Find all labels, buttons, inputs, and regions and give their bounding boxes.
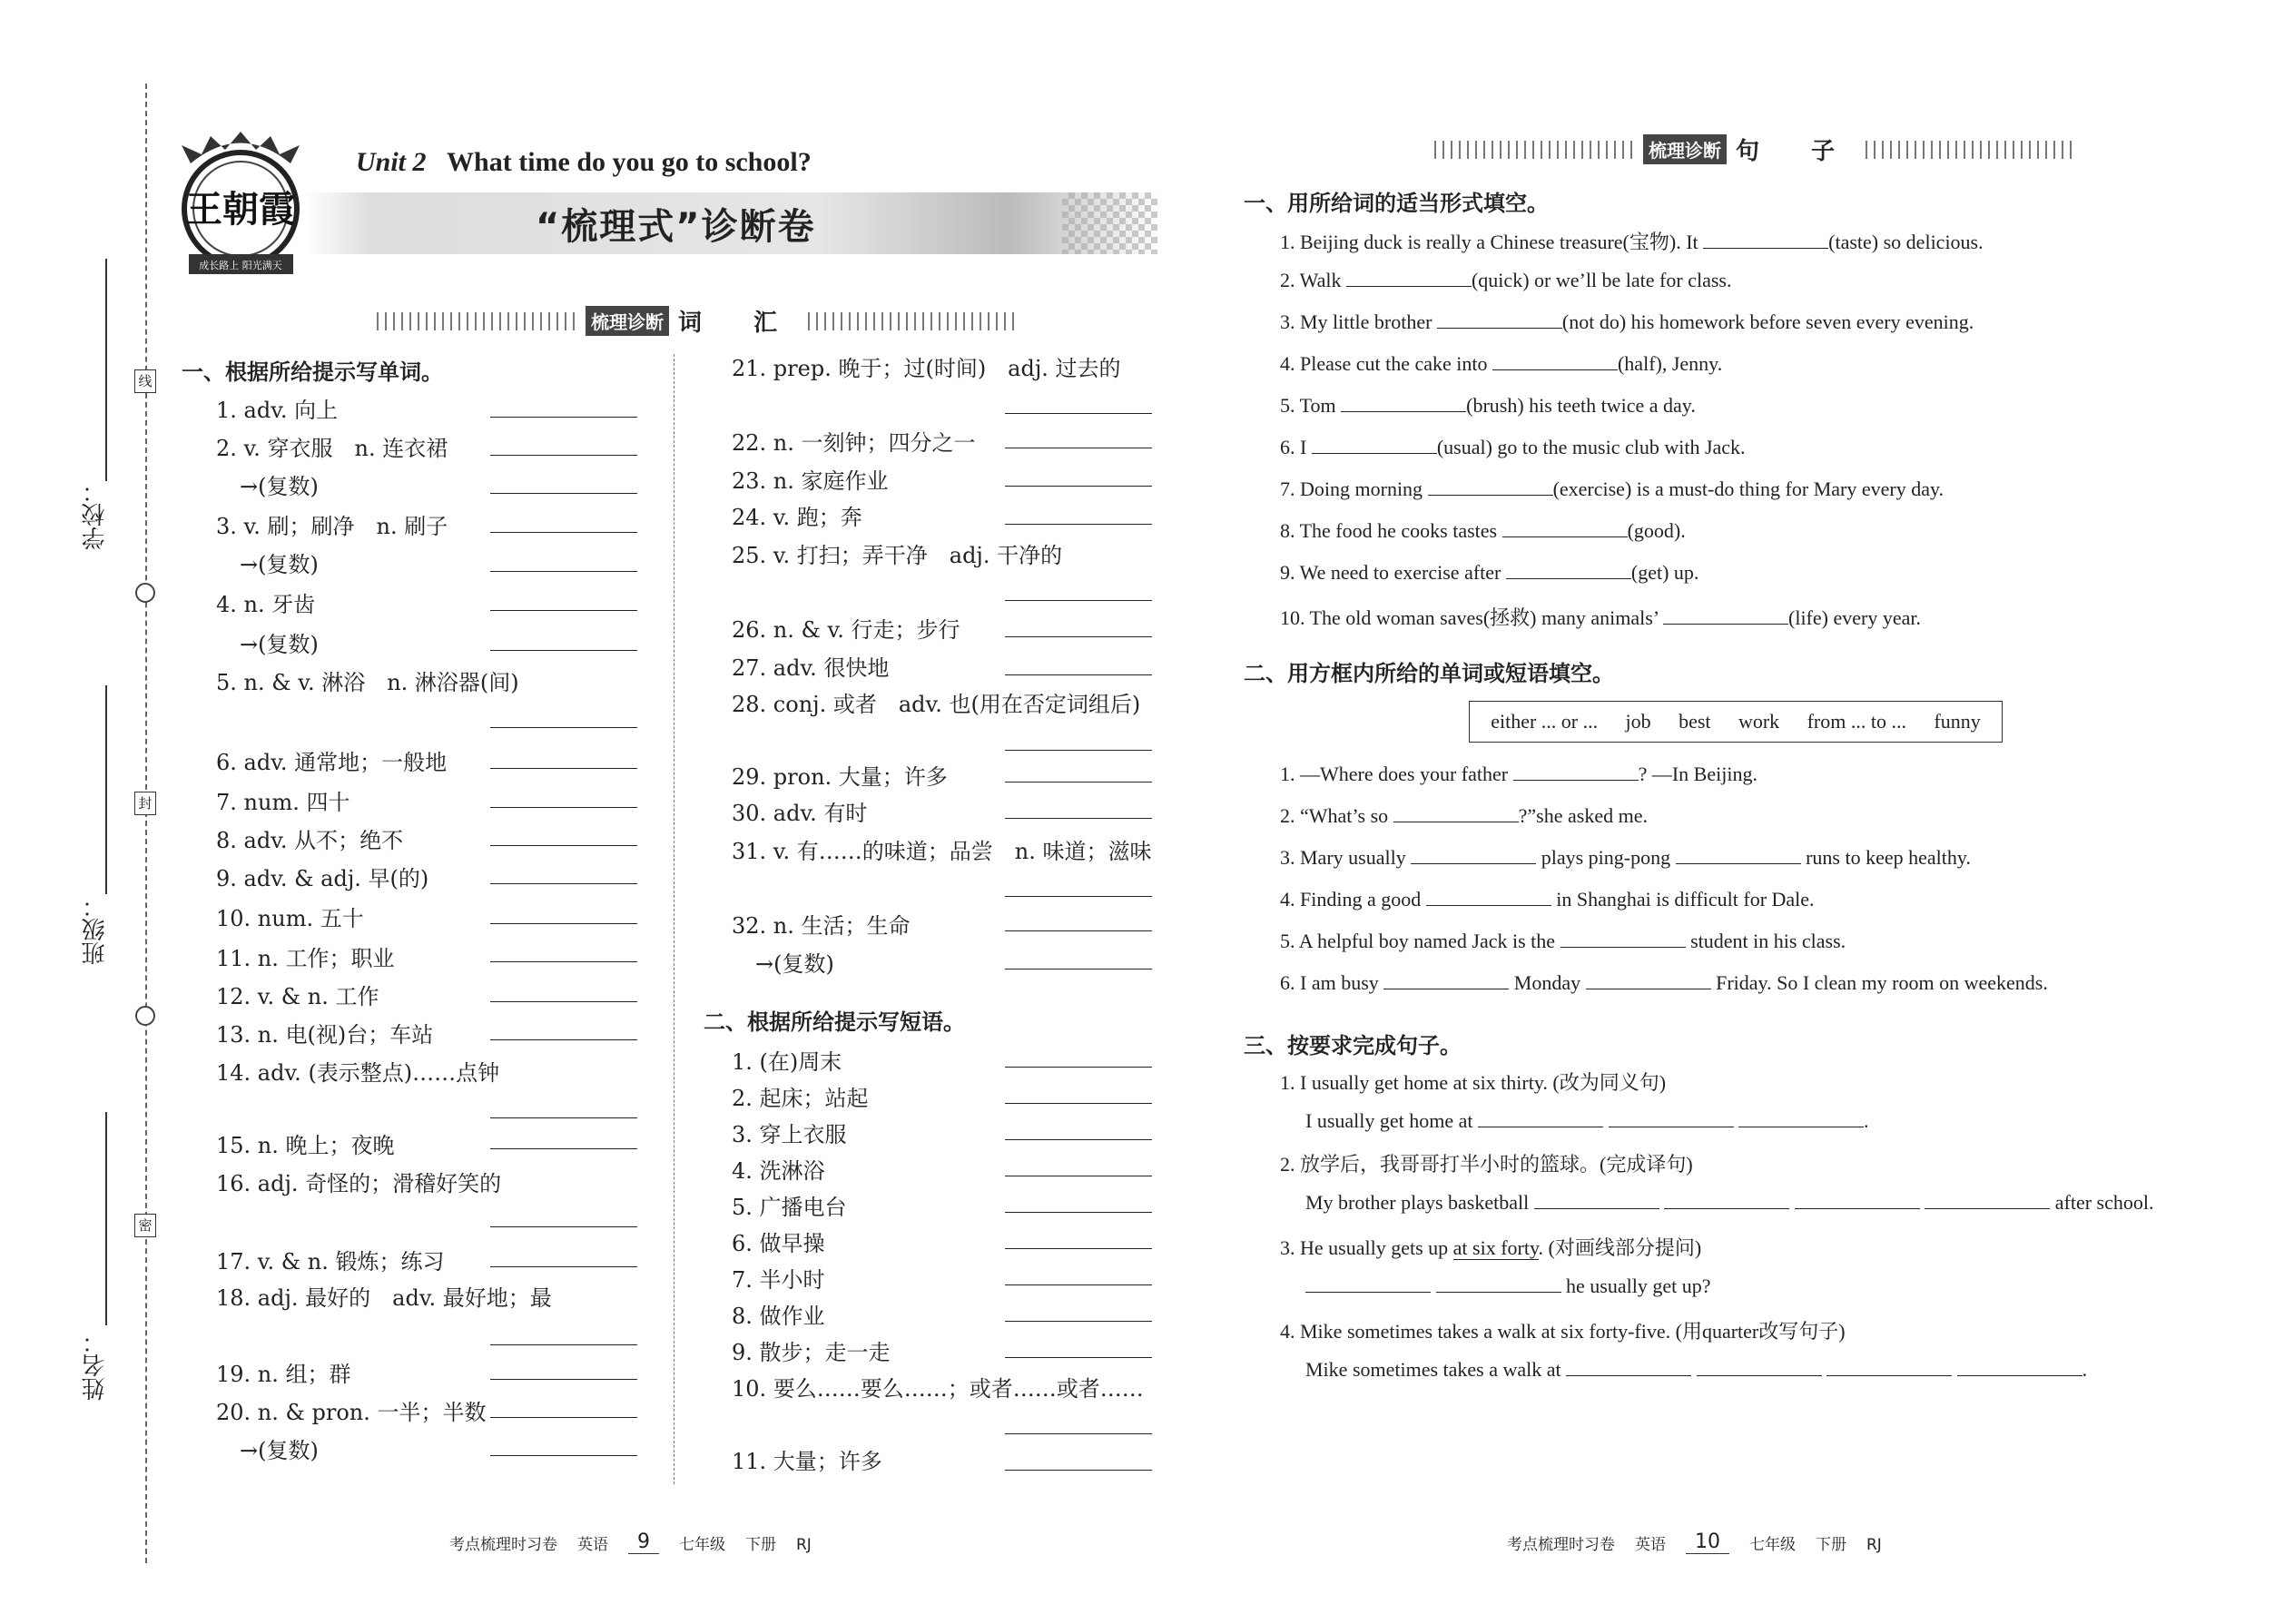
sentence-text: ?”she asked me. xyxy=(1518,804,1648,827)
phrase-prompt: 10. 要么……要么……；或者……或者…… xyxy=(732,1376,1144,1402)
answer-blank[interactable] xyxy=(1005,1211,1152,1213)
phrase-prompt: 11. 大量；许多 xyxy=(732,1449,882,1474)
answer-blank[interactable] xyxy=(1005,447,1152,448)
vocab-prompt: 17. v. & n. 锻炼；练习 xyxy=(216,1249,445,1275)
sentence-text: plays ping-pong xyxy=(1536,846,1676,869)
binding-char-feng: 封 xyxy=(134,792,156,815)
answer-blank[interactable] xyxy=(1005,1284,1152,1285)
sentence-text: 6. I xyxy=(1280,436,1312,458)
s3-a1-text: I usually get home at xyxy=(1305,1109,1473,1132)
section-title: 词 汇 xyxy=(678,310,800,337)
sentence-text: runs to keep healthy. xyxy=(1800,846,1971,869)
answer-blank[interactable] xyxy=(1664,1191,1789,1209)
sentence-text: Friday. So I clean my room on weekends. xyxy=(1710,971,2048,994)
answer-blank[interactable] xyxy=(1383,971,1509,989)
s3-q4: 4. Mike sometimes takes a walk at six forty-five. (用quarter改写句子) xyxy=(1280,1320,1846,1343)
vocab-prompt: →(复数) xyxy=(240,552,319,577)
binding-hole xyxy=(135,1006,155,1026)
answer-blank[interactable] xyxy=(1005,523,1152,525)
answer-blank[interactable] xyxy=(1005,412,1152,414)
footer-grade: 七年级 xyxy=(679,1536,725,1554)
phrase-prompt: 8. 做作业 xyxy=(732,1304,825,1329)
s2-title: 二、用方框内所给的单词或短语填空。 xyxy=(1244,661,1614,686)
vocab-prompt: 31. v. 有……的味道；品尝 n. 味道；滋味 xyxy=(732,839,1152,864)
s3-a2 xyxy=(1305,1191,2153,1215)
answer-blank[interactable] xyxy=(490,1454,637,1456)
sentence-text: student in his class. xyxy=(1685,930,1846,952)
vocab-prompt: →(复数) xyxy=(240,1438,319,1463)
sentence-text: 4. Finding a good xyxy=(1280,888,1426,910)
footer-volume: 下册 xyxy=(745,1536,776,1554)
vocab-prompt: →(复数) xyxy=(755,951,834,977)
answer-blank[interactable] xyxy=(1411,846,1536,864)
vocab-prompt: 24. v. 跑；奔 xyxy=(732,505,862,530)
answer-blank[interactable] xyxy=(1005,749,1152,751)
vocab-prompt: →(复数) xyxy=(240,474,319,499)
sentence-text: 10. The old woman saves(拯救) many animals’ xyxy=(1280,606,1663,629)
sentence-text: ? —In Beijing. xyxy=(1638,763,1757,785)
sentence-text: (taste) so delicious. xyxy=(1828,231,1984,253)
word-option: either ... or ... xyxy=(1491,710,1599,733)
logo-text: 王朝霞 xyxy=(186,188,295,231)
answer-blank[interactable] xyxy=(490,1225,637,1227)
name-label: 姓名： xyxy=(82,1330,109,1401)
answer-blank[interactable] xyxy=(490,767,637,769)
vocab-prompt: 12. v. & n. 工作 xyxy=(216,984,379,1009)
s1-title: 一、用所给词的适当形式填空。 xyxy=(1244,191,1549,216)
answer-blank[interactable] xyxy=(1697,1358,1822,1376)
class-field-line[interactable] xyxy=(105,685,107,894)
answer-blank[interactable] xyxy=(1676,846,1801,864)
answer-blank[interactable] xyxy=(1005,1247,1152,1249)
answer-blank[interactable] xyxy=(1795,1191,1920,1209)
fill-sentence xyxy=(1280,763,1757,786)
vocab-prompt: 32. n. 生活；生命 xyxy=(732,913,911,939)
s3-a3 xyxy=(1305,1275,1710,1298)
banner-checker-pattern xyxy=(1062,192,1157,254)
binding-dashed-line xyxy=(145,84,147,1563)
word-option: work xyxy=(1738,710,1780,733)
vocab-prompt: 23. n. 家庭作业 xyxy=(732,468,889,494)
fill-sentence xyxy=(1280,971,2048,995)
vocab-prompt: 27. adv. 很快地 xyxy=(732,655,890,681)
vocab-prompt: 9. adv. & adj. 早(的) xyxy=(216,866,429,891)
fill-sentence xyxy=(1280,888,1815,911)
class-label: 班级： xyxy=(82,894,109,965)
answer-blank[interactable] xyxy=(1005,817,1152,819)
fill-sentence xyxy=(1280,310,1974,334)
answer-blank[interactable] xyxy=(1428,477,1553,496)
fill-sentence xyxy=(1280,436,1746,459)
vocab-prompt: 7. num. 四十 xyxy=(216,790,350,815)
answer-blank[interactable] xyxy=(1502,519,1628,537)
answer-blank[interactable] xyxy=(1436,1275,1561,1293)
answer-blank[interactable] xyxy=(1703,231,1828,249)
answer-blank[interactable] xyxy=(1312,436,1437,454)
answer-blank[interactable] xyxy=(1826,1358,1952,1376)
vocab-prompt: 18. adj. 最好的 adv. 最好地；最 xyxy=(216,1285,552,1311)
s3-q2: 2. 放学后，我哥哥打半小时的篮球。(完成译句) xyxy=(1280,1153,1693,1176)
answer-blank[interactable] xyxy=(1534,1191,1659,1209)
part2-title: 二、根据所给提示写短语。 xyxy=(704,1009,965,1035)
answer-blank[interactable] xyxy=(490,1117,637,1118)
answer-blank[interactable] xyxy=(490,531,637,533)
s3-a1: I usually get home at . xyxy=(1305,1109,1869,1132)
vocab-prompt: 20. n. & pron. 一半；半数 xyxy=(216,1400,487,1425)
answer-blank[interactable] xyxy=(1005,1138,1152,1140)
vocab-prompt: 6. adv. 通常地；一般地 xyxy=(216,750,448,775)
answer-blank[interactable] xyxy=(490,1265,637,1267)
answer-blank[interactable] xyxy=(1393,804,1519,822)
s3-a2-text: My brother plays basketball xyxy=(1305,1191,1530,1214)
answer-blank[interactable] xyxy=(1005,1356,1152,1358)
footer-left xyxy=(449,1530,812,1554)
fill-sentence xyxy=(1280,269,1731,292)
sentence-text: 8. The food he cooks tastes xyxy=(1280,519,1502,542)
vocab-prompt: 26. n. & v. 行走；步行 xyxy=(732,617,960,643)
vocab-prompt: 8. adv. 从不；绝不 xyxy=(216,828,404,853)
answer-blank[interactable] xyxy=(490,492,637,494)
phrase-prompt: 2. 起床；站起 xyxy=(732,1086,869,1111)
sentence-text: Monday xyxy=(1509,971,1586,994)
footer-edition: RJ xyxy=(796,1536,812,1554)
section-tag: 梳理诊断 xyxy=(1643,134,1727,164)
section-tag: 梳理诊断 xyxy=(586,306,669,336)
fill-sentence xyxy=(1280,394,1696,418)
sentence-text: 3. My little brother xyxy=(1280,310,1437,333)
answer-blank[interactable] xyxy=(1566,1358,1691,1376)
part1-title: 一、根据所给提示写单词。 xyxy=(182,359,443,385)
school-label: 学校： xyxy=(82,479,109,550)
answer-blank[interactable] xyxy=(1005,599,1152,601)
sentence-text: (not do) his homework before seven every evening. xyxy=(1561,310,1974,333)
sentence-text: 3. Mary usually xyxy=(1280,846,1412,869)
word-option: from ... to ... xyxy=(1807,710,1906,733)
vocab-prompt: 14. adv. (表示整点)……点钟 xyxy=(216,1060,500,1086)
page-number: 10 xyxy=(1686,1530,1729,1554)
answer-blank[interactable] xyxy=(1957,1358,2082,1376)
sentence-text: (quick) or we’ll be late for class. xyxy=(1471,269,1732,291)
vocab-prompt: 3. v. 刷；刷净 n. 刷子 xyxy=(216,514,448,539)
hatch-decoration xyxy=(808,312,1017,330)
vocab-prompt: 10. num. 五十 xyxy=(216,906,364,931)
vocab-prompt: 1. adv. 向上 xyxy=(216,398,339,423)
footer-right xyxy=(1507,1530,1882,1554)
sentence-text: (brush) his teeth twice a day. xyxy=(1466,394,1696,417)
fill-sentence xyxy=(1280,603,1921,631)
vocab-prompt: 21. prep. 晚于；过(时间) adj. 过去的 xyxy=(732,356,1121,381)
answer-blank[interactable] xyxy=(1561,930,1686,948)
answer-blank[interactable] xyxy=(1663,606,1788,625)
hatch-decoration xyxy=(377,312,576,330)
answer-blank[interactable] xyxy=(1478,1109,1603,1127)
footer-subject: 英语 xyxy=(1635,1536,1666,1554)
fill-sentence xyxy=(1280,930,1846,953)
sentence-text: 5. A helpful boy named Jack is the xyxy=(1280,930,1561,952)
answer-blank[interactable] xyxy=(490,1378,637,1380)
fill-sentence xyxy=(1280,561,1698,585)
name-field-line[interactable] xyxy=(105,1112,107,1325)
answer-blank[interactable] xyxy=(1586,971,1711,989)
page-number: 9 xyxy=(628,1530,659,1554)
footer-volume: 下册 xyxy=(1816,1536,1846,1554)
sentence-text: in Shanghai is difficult for Dale. xyxy=(1551,888,1815,910)
banner-title: “梳理式”诊断卷 xyxy=(536,206,816,248)
answer-blank[interactable] xyxy=(1005,1175,1152,1176)
s3-title: 三、按要求完成句子。 xyxy=(1244,1033,1462,1058)
answer-blank[interactable] xyxy=(1341,394,1466,412)
footer-grade: 七年级 xyxy=(1749,1536,1796,1554)
answer-blank[interactable] xyxy=(1346,269,1472,287)
phrase-prompt: 1. (在)周末 xyxy=(732,1049,842,1075)
s3-a4: Mike sometimes takes a walk at . xyxy=(1305,1358,2088,1381)
answer-blank[interactable] xyxy=(490,649,637,651)
answer-blank[interactable] xyxy=(1492,352,1618,370)
s3-q3: 3. He usually gets up at six forty. (对画线部分提问) xyxy=(1280,1236,1702,1259)
fill-sentence xyxy=(1280,846,1971,870)
sentence-section-header xyxy=(1434,133,2074,166)
section-title: 句 子 xyxy=(1736,138,1857,165)
answer-blank[interactable] xyxy=(1005,968,1152,969)
sentence-text: (usual) go to the music club with Jack. xyxy=(1436,436,1746,458)
vocab-prompt: 19. n. 组；群 xyxy=(216,1362,351,1387)
school-field-line[interactable] xyxy=(105,259,107,481)
vocab-prompt: 5. n. & v. 淋浴 n. 淋浴器(间) xyxy=(216,670,519,695)
answer-blank[interactable] xyxy=(490,570,637,572)
answer-blank[interactable] xyxy=(1506,561,1631,579)
unit-number: Unit 2 xyxy=(356,147,427,177)
sentence-text: 9. We need to exercise after xyxy=(1280,561,1506,584)
vocab-prompt: 13. n. 电(视)台；车站 xyxy=(216,1022,434,1048)
word-box xyxy=(1469,701,2003,743)
answer-blank[interactable] xyxy=(490,922,637,924)
sentence-text: (exercise) is a must-do thing for Mary every day. xyxy=(1552,477,1944,500)
vocab-prompt: →(复数) xyxy=(240,632,319,657)
answer-blank[interactable] xyxy=(1005,1469,1152,1471)
vocab-prompt: 4. n. 牙齿 xyxy=(216,592,316,617)
sentence-text: (life) every year. xyxy=(1788,606,1921,629)
brand-logo xyxy=(163,127,318,281)
logo-ribbon: 成长路上 阳光满天 xyxy=(199,260,282,271)
answer-blank[interactable] xyxy=(1005,1432,1152,1434)
sentence-text: 1. —Where does your father xyxy=(1280,763,1513,785)
answer-blank[interactable] xyxy=(490,806,637,808)
hatch-decoration xyxy=(1866,141,2074,159)
binding-char-mi: 密 xyxy=(134,1214,156,1237)
vocab-prompt: 16. adj. 奇怪的；滑稽好笑的 xyxy=(216,1171,502,1196)
answer-blank[interactable] xyxy=(490,1038,637,1040)
answer-blank[interactable] xyxy=(1005,895,1152,897)
answer-blank[interactable] xyxy=(1005,485,1152,487)
vocab-section-header xyxy=(377,304,1017,338)
answer-blank[interactable] xyxy=(1513,763,1639,781)
answer-blank[interactable] xyxy=(1005,1066,1152,1068)
answer-blank[interactable] xyxy=(490,844,637,846)
sentence-text: 2. “What’s so xyxy=(1280,804,1393,827)
answer-blank[interactable] xyxy=(490,1147,637,1149)
phrase-prompt: 3. 穿上衣服 xyxy=(732,1122,847,1147)
binding-hole xyxy=(135,583,155,603)
sentence-text: 2. Walk xyxy=(1280,269,1346,291)
answer-blank[interactable] xyxy=(1005,1102,1152,1104)
phrase-prompt: 4. 洗淋浴 xyxy=(732,1158,825,1184)
phrase-prompt: 6. 做早操 xyxy=(732,1231,825,1256)
footer-book: 考点梳理时习卷 xyxy=(1507,1536,1615,1554)
word-option: funny xyxy=(1934,710,1981,733)
fill-sentence xyxy=(1280,804,1648,828)
answer-blank[interactable] xyxy=(1738,1109,1864,1127)
binding-char-xian: 线 xyxy=(134,369,156,393)
hatch-decoration xyxy=(1434,141,1634,159)
sentence-text: (good). xyxy=(1627,519,1686,542)
s3-a4-text: Mike sometimes takes a walk at xyxy=(1305,1358,1561,1381)
answer-blank[interactable] xyxy=(490,882,637,884)
answer-blank[interactable] xyxy=(1005,635,1152,637)
answer-blank[interactable] xyxy=(1437,310,1562,329)
vocab-prompt: 15. n. 晚上；夜晚 xyxy=(216,1133,395,1158)
word-option: best xyxy=(1679,710,1711,733)
sentence-text: 6. I am busy xyxy=(1280,971,1384,994)
sentence-text: 4. Please cut the cake into xyxy=(1280,352,1492,375)
s3-q1: 1. I usually get home at six thirty. (改为同义句) xyxy=(1280,1071,1667,1094)
phrase-prompt: 5. 广播电台 xyxy=(732,1195,847,1220)
answer-blank[interactable] xyxy=(1305,1275,1431,1293)
answer-blank[interactable] xyxy=(490,609,637,611)
sentence-text: 7. Doing morning xyxy=(1280,477,1428,500)
answer-blank[interactable] xyxy=(490,1000,637,1002)
vocab-prompt: 30. adv. 有时 xyxy=(732,801,868,826)
sentence-text: 1. Beijing duck is really a Chinese treasure(宝物). It xyxy=(1280,231,1704,253)
answer-blank[interactable] xyxy=(490,416,637,418)
answer-blank[interactable] xyxy=(1005,930,1152,931)
fill-sentence xyxy=(1280,519,1686,543)
phrase-prompt: 7. 半小时 xyxy=(732,1267,825,1293)
answer-blank[interactable] xyxy=(490,1416,637,1418)
vocab-prompt: 28. conj. 或者 adv. 也(用在否定词组后) xyxy=(732,692,1141,717)
fill-sentence xyxy=(1280,352,1722,376)
answer-blank[interactable] xyxy=(490,726,637,728)
answer-blank[interactable] xyxy=(1609,1109,1734,1127)
answer-blank[interactable] xyxy=(490,960,637,962)
sentence-text: (half), Jenny. xyxy=(1617,352,1723,375)
answer-blank[interactable] xyxy=(490,1343,637,1345)
vocab-prompt: 29. pron. 大量；许多 xyxy=(732,764,948,790)
unit-title: What time do you go to school? xyxy=(447,147,812,177)
vocab-prompt: 11. n. 工作；职业 xyxy=(216,946,395,971)
sentence-text: (get) up. xyxy=(1630,561,1699,584)
sentence-text: 5. Tom xyxy=(1280,394,1342,417)
answer-blank[interactable] xyxy=(490,454,637,456)
vocab-prompt: 22. n. 一刻钟；四分之一 xyxy=(732,430,976,456)
unit-heading xyxy=(356,147,812,178)
footer-book: 考点梳理时习卷 xyxy=(449,1536,557,1554)
underlined-phrase: at six forty xyxy=(1452,1236,1539,1259)
fill-sentence xyxy=(1280,477,1944,501)
word-option: job xyxy=(1625,710,1651,733)
s3-a3-text: he usually get up? xyxy=(1566,1275,1711,1297)
footer-subject: 英语 xyxy=(577,1536,608,1554)
answer-blank[interactable] xyxy=(1426,888,1551,906)
vocab-prompt: 2. v. 穿衣服 n. 连衣裙 xyxy=(216,436,448,461)
answer-blank[interactable] xyxy=(1925,1191,2050,1209)
answer-blank[interactable] xyxy=(1005,781,1152,782)
footer-edition: RJ xyxy=(1866,1536,1882,1554)
fill-sentence xyxy=(1280,227,1984,255)
answer-blank[interactable] xyxy=(1005,1320,1152,1322)
phrase-prompt: 9. 散步；走一走 xyxy=(732,1340,891,1365)
vocab-prompt: 25. v. 打扫；弄干净 adj. 干净的 xyxy=(732,543,1063,568)
answer-blank[interactable] xyxy=(1005,674,1152,675)
s3-a2-post: after school. xyxy=(2054,1191,2154,1214)
